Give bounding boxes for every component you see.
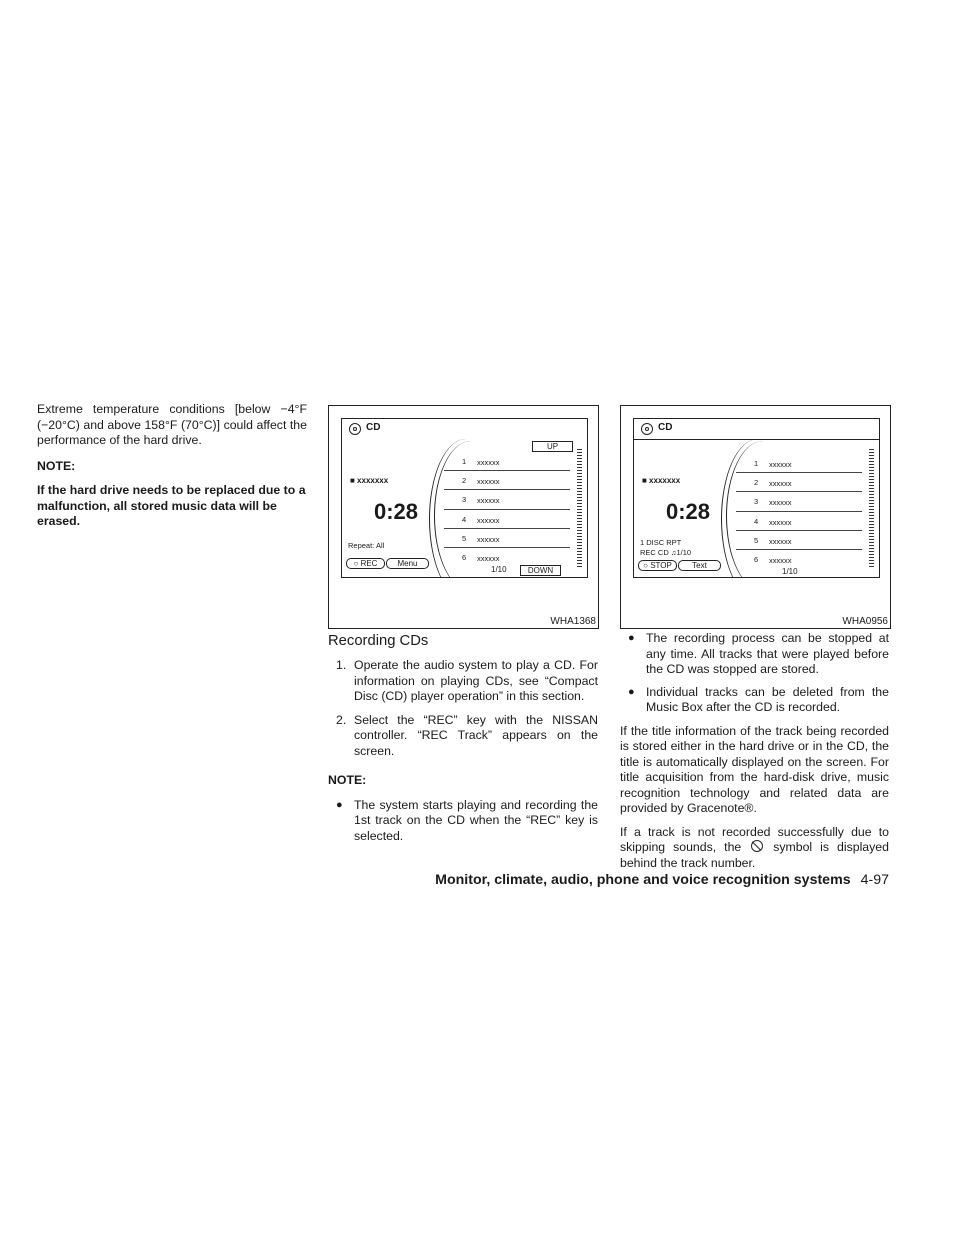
track-row[interactable]: 1 xxxxxx bbox=[736, 454, 862, 473]
scroll-bar[interactable] bbox=[577, 449, 582, 569]
figure-code: WHA1368 bbox=[550, 616, 596, 627]
bullet-marker: ● bbox=[628, 685, 635, 698]
track-row[interactable]: 2 xxxxxx bbox=[444, 471, 570, 490]
right-column bbox=[620, 631, 889, 871]
up-button[interactable]: UP bbox=[532, 441, 573, 452]
track-row[interactable]: 2 xxxxxx bbox=[736, 473, 862, 492]
cd-screen bbox=[633, 418, 880, 578]
note-label: NOTE: bbox=[37, 458, 76, 473]
bullet-marker: ● bbox=[628, 632, 635, 644]
screen-title: CD bbox=[366, 422, 381, 433]
screen-header bbox=[634, 419, 879, 440]
cd-screen bbox=[341, 418, 588, 578]
skip-paragraph: If a track is not recorded successfully due to skipping sounds, the symbol is displayed behind the track number. bbox=[620, 824, 889, 870]
prohibited-symbol-icon bbox=[751, 840, 763, 852]
figure-cd-screen-recording bbox=[620, 405, 891, 629]
track-row[interactable]: 3 xxxxxx bbox=[444, 490, 570, 509]
step-item: 1. Operate the audio system to play a CD. For information on playing CDs, see “Compact Disc (CD) player operation” in this section. bbox=[336, 658, 598, 703]
note-text: If the hard drive needs to be replaced due to a malfunction, all stored music data will be erased. bbox=[37, 483, 306, 528]
track-row[interactable]: 1 xxxxxx bbox=[444, 452, 570, 471]
track-row[interactable]: 5 xxxxxx bbox=[736, 531, 862, 550]
figure-cd-screen-rec bbox=[328, 405, 599, 629]
text-button[interactable]: Text bbox=[678, 560, 721, 571]
track-row[interactable]: 5 xxxxxx bbox=[444, 529, 570, 548]
track-row[interactable]: 4 xxxxxx bbox=[444, 510, 570, 529]
track-row[interactable]: 4 xxxxxx bbox=[736, 512, 862, 531]
left-column bbox=[37, 402, 307, 530]
cd-icon bbox=[349, 423, 361, 435]
now-playing-title: ■ xxxxxxx bbox=[642, 476, 681, 485]
elapsed-time: 0:28 bbox=[666, 499, 711, 524]
rec-button[interactable]: ○ REC bbox=[346, 558, 385, 569]
step-item: 2. Select the “REC” key with the NISSAN controller. “REC Track” appears on the screen. bbox=[336, 712, 598, 758]
bullet-marker: ● bbox=[336, 798, 343, 811]
scroll-bar[interactable] bbox=[869, 449, 874, 569]
track-list bbox=[444, 452, 570, 566]
elapsed-time: 0:28 bbox=[374, 499, 419, 524]
note-label: NOTE: bbox=[328, 773, 367, 787]
footer-section-title: Monitor, climate, audio, phone and voice recognition systems bbox=[435, 872, 851, 888]
menu-button[interactable]: Menu bbox=[386, 558, 429, 569]
page-number: 4-97 bbox=[860, 872, 889, 888]
bullet-item: ● Individual tracks can be deleted from the Music Box after the CD is recorded. bbox=[628, 684, 889, 714]
stop-button[interactable]: ○ STOP bbox=[638, 560, 677, 571]
section-title: Recording CDs bbox=[328, 633, 429, 649]
track-list bbox=[736, 454, 862, 568]
screen-header bbox=[342, 419, 587, 439]
record-status: REC CD ♫1/10 bbox=[640, 548, 692, 557]
track-row[interactable]: 6 xxxxxx bbox=[754, 554, 792, 565]
page-indicator: 1/10 bbox=[782, 567, 798, 576]
cd-icon bbox=[641, 423, 653, 435]
intro-paragraph: Extreme temperature conditions [below −4°F (−20°C) and above 158°F (70°C)] could affect the performance of the hard drive. bbox=[37, 402, 307, 447]
gracenote-paragraph: If the title information of the track being recorded is stored either in the hard drive or in the CD, the title is automatically displayed on the screen. For title acquisition from the hard-disk drive, music recognition technology and related data are provided by Gracenote®. bbox=[620, 723, 889, 815]
middle-column bbox=[328, 632, 598, 851]
bullet-item: ● The system starts playing and recording the 1st track on the CD when the “REC” key is selected. bbox=[336, 797, 598, 843]
repeat-status: Repeat: All bbox=[348, 541, 385, 550]
track-row[interactable]: 6 xxxxxx bbox=[462, 552, 500, 563]
page-indicator: 1/10 bbox=[491, 565, 507, 574]
repeat-status: 1 DISC RPT bbox=[640, 538, 682, 547]
figure-code: WHA0956 bbox=[842, 616, 888, 627]
bullet-item: ● The recording process can be stopped at any time. All tracks that were played before the CD was stopped are stored. bbox=[628, 631, 889, 676]
now-playing-title: ■ xxxxxxx bbox=[350, 476, 389, 485]
track-row[interactable]: 3 xxxxxx bbox=[736, 492, 862, 511]
screen-title: CD bbox=[658, 422, 673, 433]
page-footer bbox=[380, 872, 889, 888]
down-button[interactable]: DOWN bbox=[520, 565, 561, 576]
